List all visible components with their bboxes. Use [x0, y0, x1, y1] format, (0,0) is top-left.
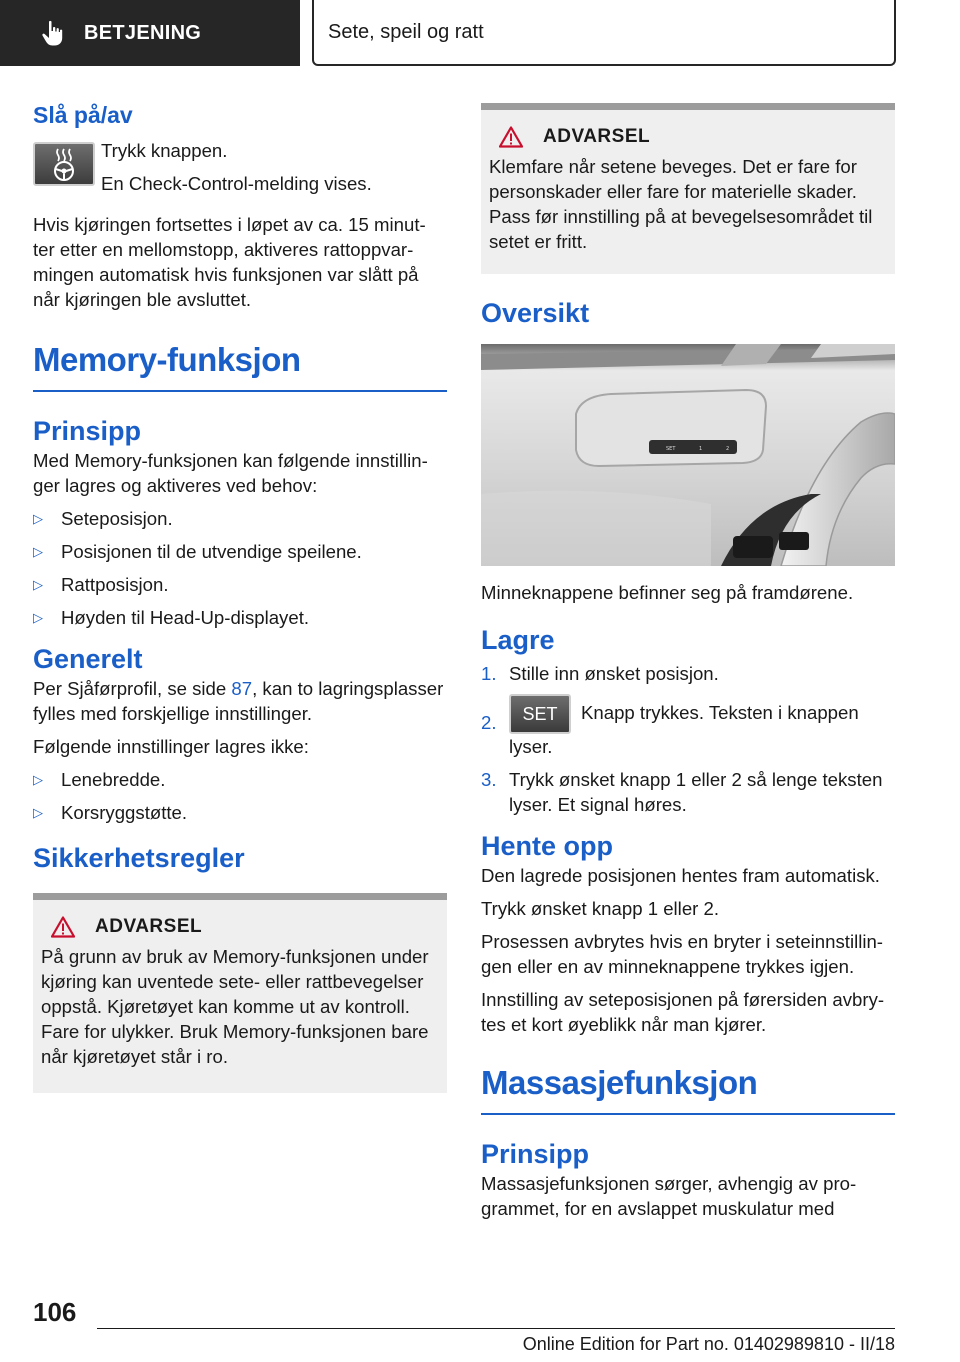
massage-paragraph: Massasjefunksjonen sørger, avhengig av pro-grammet, for en avslappet muskulatur med — [481, 1173, 857, 1219]
bullet-triangle-icon: ▷ — [33, 511, 43, 526]
list-item: ▷ Posisjonen til de utvendige speilene. — [33, 541, 362, 562]
overview-heading: Oversikt — [481, 298, 590, 328]
warning-title: ADVARSEL — [489, 126, 887, 148]
page-number: 106 — [33, 1297, 77, 1327]
warning-box — [33, 893, 447, 1093]
warning-triangle-icon — [499, 126, 523, 148]
general-list — [33, 767, 447, 825]
general-paragraph: Per Sjåførprofil, se side 87, kan to lagringsplasser fylles med forskjellige innstillinger. — [33, 678, 444, 724]
svg-text:SET: SET — [666, 446, 676, 452]
bullet-triangle-icon: ▷ — [33, 577, 43, 592]
retrieve-paragraph-2: Trykk ønsket knapp 1 eller 2. — [481, 898, 720, 919]
retrieve-heading: Hente opp — [481, 831, 613, 861]
chapter-label: Sete, speil og ratt — [328, 20, 484, 43]
warning-title: ADVARSEL — [41, 916, 439, 938]
massage-heading-rule — [481, 1113, 895, 1115]
heated-steering-wheel-icon — [49, 147, 79, 181]
list-item: ▷ Seteposisjon. — [33, 508, 173, 529]
principle-paragraph: Med Memory-funksjonen kan følgende innstillin-ger lagres og aktiveres ved behov: — [33, 450, 428, 496]
bullet-triangle-icon: ▷ — [33, 610, 43, 625]
warning-text: På grunn av bruk av Memory-funksjonen under kjøring kan uventede sete- eller rattbevegelser oppstå. Kjøretøyet kan komme ut av kontroll. Fare for ulykker. Bruk Memory-funksjonen bare når kjøretøyet står i ro. — [41, 946, 429, 1067]
retrieve-paragraph-3: Prosessen avbrytes hvis en bryter i seteinnstillin-gen eller en av minneknappene trykkes igjen. — [481, 931, 883, 977]
warning-text: Klemfare når setene beveges. Det er fare for personskader eller fare for materielle skader. Pass før innstilling på at bevegelsesområdet til setet er fritt. — [489, 156, 873, 252]
list-item: 3. Trykk ønsket knapp 1 eller 2 så lenge teksten lyser. Et signal høres. — [481, 769, 883, 815]
door-memory-buttons-image — [481, 344, 895, 566]
warning-box — [481, 103, 895, 274]
list-item: ▷ Korsryggstøtte. — [33, 802, 188, 823]
warning-triangle-icon — [51, 916, 75, 938]
onoff-step-1: Trykk knappen. — [101, 140, 228, 161]
section-tab[interactable] — [0, 0, 300, 66]
list-item: 1. Stille inn ønsket posisjon. — [481, 663, 719, 684]
general-paragraph-2: Følgende innstillinger lagres ikke: — [33, 736, 309, 757]
massage-principle-heading: Prinsipp — [481, 1139, 590, 1169]
bullet-triangle-icon: ▷ — [33, 805, 43, 820]
heated-wheel-button — [33, 142, 95, 186]
memory-heading: Memory-funksjon — [33, 341, 301, 378]
svg-text:2: 2 — [726, 446, 730, 452]
page-reference-link[interactable]: 87 — [231, 678, 253, 699]
bullet-triangle-icon: ▷ — [33, 772, 43, 787]
onoff-heading: Slå på/av — [33, 102, 133, 128]
image-caption: Minneknappene befinner seg på framdørene. — [481, 582, 854, 603]
store-steps — [481, 661, 895, 817]
footer-edition: Online Edition for Part no. 01402989810 - II/18 — [522, 1334, 895, 1354]
massage-heading: Massasjefunksjon — [481, 1064, 758, 1101]
memory-heading-rule — [33, 390, 447, 392]
general-heading: Generelt — [33, 644, 143, 674]
hand-pointer-icon — [38, 18, 68, 48]
list-item: 2. SET Knapp trykkes. Teksten i knappen lyser. — [481, 694, 895, 759]
store-heading: Lagre — [481, 625, 555, 655]
bullet-triangle-icon: ▷ — [33, 544, 43, 559]
onoff-block — [33, 138, 447, 204]
list-item: ▷ Rattposisjon. — [33, 574, 169, 595]
principle-heading: Prinsipp — [33, 416, 142, 446]
right-column — [481, 103, 895, 1229]
safety-heading: Sikkerhetsregler — [33, 843, 245, 873]
chapter-tab[interactable] — [312, 0, 896, 66]
principle-list — [33, 506, 447, 630]
onoff-step-2: En Check-Control-melding vises. — [101, 173, 372, 194]
retrieve-paragraph-4: Innstilling av seteposisjonen på førersiden avbry-tes et kort øyeblikk når man kjører. — [481, 989, 885, 1035]
footer-rule — [97, 1328, 895, 1329]
retrieve-paragraph-1: Den lagrede posisjonen hentes fram automatisk. — [481, 865, 880, 886]
list-item: ▷ Lenebredde. — [33, 769, 166, 790]
set-button-icon: SET — [509, 694, 571, 734]
onoff-paragraph: Hvis kjøringen fortsettes i løpet av ca. 15 minut-ter etter en mellomstopp, aktiveres rattoppvar-mingen automatisk hvis funksjonen var slått på når kjøringen ble avsluttet. — [33, 214, 426, 310]
section-label: BETJENING — [84, 21, 202, 44]
list-item: ▷ Høyden til Head-Up-displayet. — [33, 607, 310, 628]
page-header — [0, 0, 960, 66]
left-column — [33, 100, 447, 1093]
svg-text:1: 1 — [699, 446, 703, 452]
